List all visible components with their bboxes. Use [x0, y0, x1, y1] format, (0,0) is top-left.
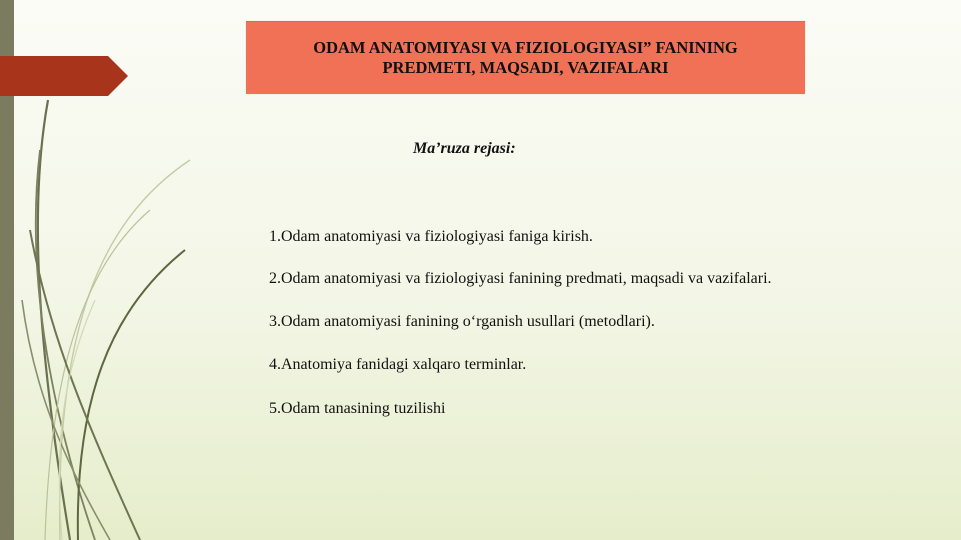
- plan-item-4: 4.Anatomiya fanidagi xalqaro terminlar.: [269, 356, 527, 373]
- arrow-tab-decoration: [0, 56, 128, 96]
- plan-item-5: 5.Odam tanasining tuzilishi: [269, 400, 446, 417]
- title-line-2: PREDMETI, MAQSADI, VAZIFALARI: [382, 58, 669, 77]
- plan-item-2: 2.Odam anatomiyasi va fiziologiyasi fanining predmati, maqsadi va vazifalari.: [269, 270, 772, 287]
- plan-item-1: 1.Odam anatomiyasi va fiziologiyasi faniga kirish.: [269, 228, 593, 245]
- plan-item-3: 3.Odam anatomiyasi fanining o‘rganish usullari (metodlari).: [269, 313, 655, 330]
- title-line-1: ODAM ANATOMIYASI VA FIZIOLOGIYASI” FANINING: [313, 38, 738, 57]
- plan-heading: Ma’ruza rejasi:: [413, 140, 516, 157]
- title-box: [246, 21, 805, 94]
